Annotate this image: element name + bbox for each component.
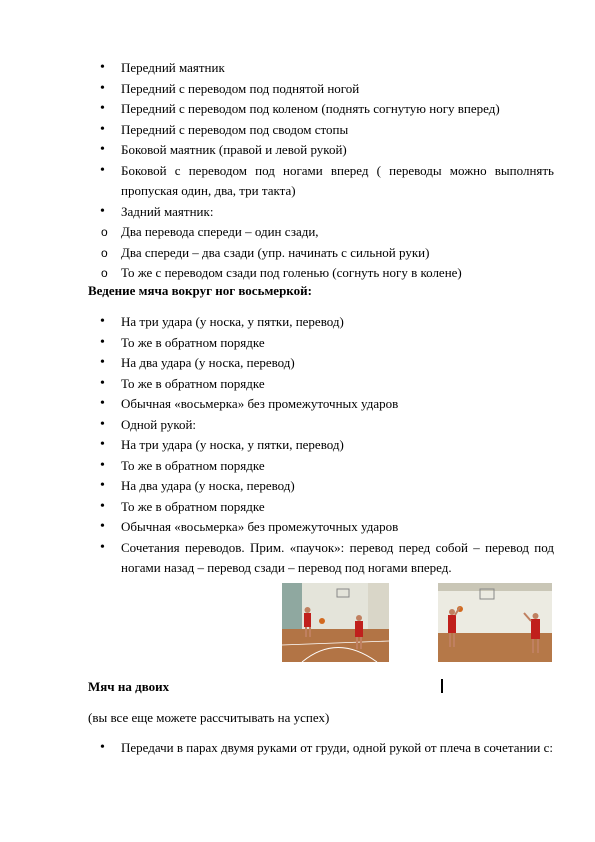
- list-item: • То же в обратном порядке: [88, 456, 554, 477]
- list-item: • Боковой с переводом под ногами вперед ( переводы можно выполнять пропуская один, два, три такта): [88, 161, 554, 202]
- text-cursor: [441, 679, 443, 693]
- basketball-photo-1: [282, 583, 389, 662]
- list-item: • Передний маятник: [88, 58, 554, 79]
- exercise-list-figure-eight: [88, 312, 554, 579]
- basketball-photo-2: [438, 583, 552, 662]
- list-item: • Сочетания переводов. Прим. «паучок»: перевод перед собой – перевод под ногами назад – перевод сзади – перевод под ногами вперед.: [88, 538, 554, 579]
- subtext-paragraph: (вы все еще можете рассчитывать на успех): [88, 710, 330, 725]
- list-item: • На три удара (у носка, у пятки, перевод): [88, 435, 554, 456]
- list-item: o Два спереди – два сзади (упр. начинать с сильной руки): [88, 243, 554, 264]
- list-item: • То же в обратном порядке: [88, 497, 554, 518]
- list-item: • Задний маятник:: [88, 202, 554, 223]
- list-item: • Одной рукой:: [88, 415, 554, 436]
- list-item: • Обычная «восьмерка» без промежуточных ударов: [88, 394, 554, 415]
- list-item: • На три удара (у носка, у пятки, перевод): [88, 312, 554, 333]
- list-item: • То же в обратном порядке: [88, 374, 554, 395]
- list-item: • Передний с переводом под коленом (поднять согнутую ногу вперед): [88, 99, 554, 120]
- exercise-list-pendulum: [88, 58, 554, 284]
- list-item: • Передний с переводом под поднятой ногой: [88, 79, 554, 100]
- list-item: • На два удара (у носка, перевод): [88, 476, 554, 497]
- list-item: • Обычная «восьмерка» без промежуточных ударов: [88, 517, 554, 538]
- list-item: o Два перевода спереди – один сзади,: [88, 222, 554, 243]
- list-item: • То же в обратном порядке: [88, 333, 554, 354]
- list-item: • Передний с переводом под сводом стопы: [88, 120, 554, 141]
- list-item: • Передачи в парах двумя руками от груди, одной рукой от плеча в сочетании с:: [88, 738, 554, 759]
- exercise-list-pairs: [88, 738, 554, 759]
- section-heading-figure-eight: Ведение мяча вокруг ног восьмеркой:: [88, 283, 312, 298]
- list-item: • На два удара (у носка, перевод): [88, 353, 554, 374]
- section-heading-ball-for-two: Мяч на двоих: [88, 679, 170, 694]
- list-item: o То же с переводом сзади под голенью (согнуть ногу в колене): [88, 263, 554, 284]
- list-item: • Боковой маятник (правой и левой рукой): [88, 140, 554, 161]
